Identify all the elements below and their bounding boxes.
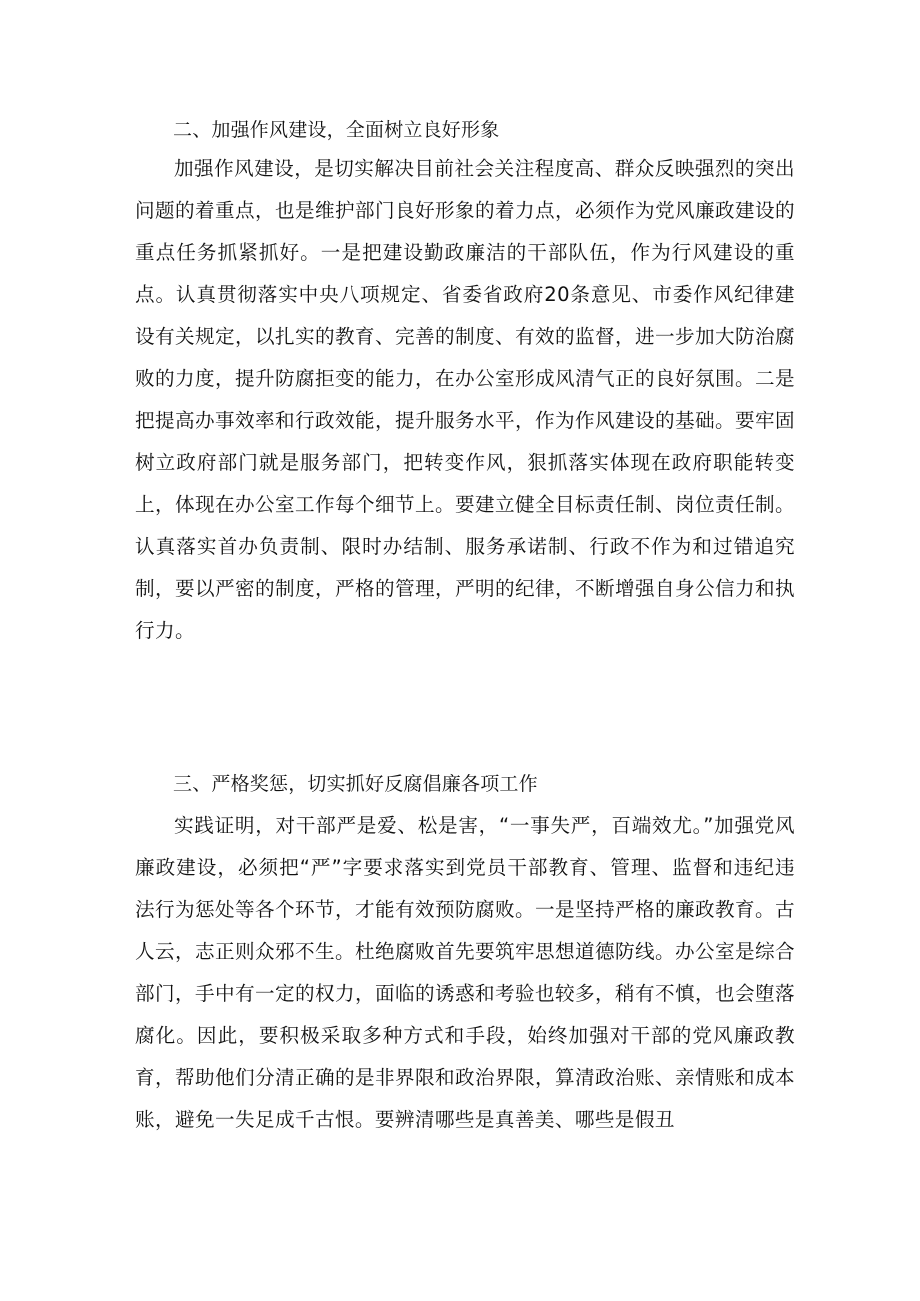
section-heading-2: 二、加强作风建设，全面树立良好形象 (173, 119, 500, 141)
section-paragraph-2: 加强作风建设，是切实解决目前社会关注程度高、群众反映强烈的突出问题的着重点，也是维护部门良好形象的着力点，必须作为党风廉政建设的重点任务抓紧抓好。一是把建设勤政廉洁的干部队伍，作为行风建设的重点。认真贯彻落实中央八项规定、省委省政府20条意见、市委作风纪律建设有关规定，以扎实的教育、完善的制度、有效的监督，进一步加大防治腐败的力度，提升防腐拒变的能力，在办公室形成风清气正的良好氛围。二是把提高办事效率和行政效能，提升服务水平，作为作风建设的基础。要牢固树立政府部门就是服务部门，把转变作风，狠抓落实体现在政府职能转变上，体现在办公室工作每个细节上。要建立健全目标责任制、岗位责任制。认真落实首办负责制、限时办结制、服务承诺制、行政不作为和过错追究制，要以严密的制度，严格的管理，严明的纪律，不断增强自身公信力和执行力。 (135, 157, 795, 642)
section-heading-3: 三、严格奖惩，切实抓好反腐倡廉各项工作 (173, 773, 538, 795)
section-paragraph-3: 实践证明，对干部严是爱、松是害，“一事失严，百端效尤。”加强党风廉政建设，必须把“严”字要求落实到党员干部教育、管理、监督和违纪违法行为惩处等各个环节，才能有效预防腐败。一是坚持严格的廉政教育。古人云，志正则众邪不生。杜绝腐败首先要筑牢思想道德防线。办公室是综合部门，手中有一定的权力，面临的诱惑和考验也较多，稍有不慎，也会堕落腐化。因此，要积极采取多种方式和手段，始终加强对干部的党风廉政教育，帮助他们分清正确的是非界限和政治界限，算清政治账、亲情账和成本账，避免一失足成千古恨。要辨清哪些是真善美、哪些是假丑 (135, 814, 795, 1131)
